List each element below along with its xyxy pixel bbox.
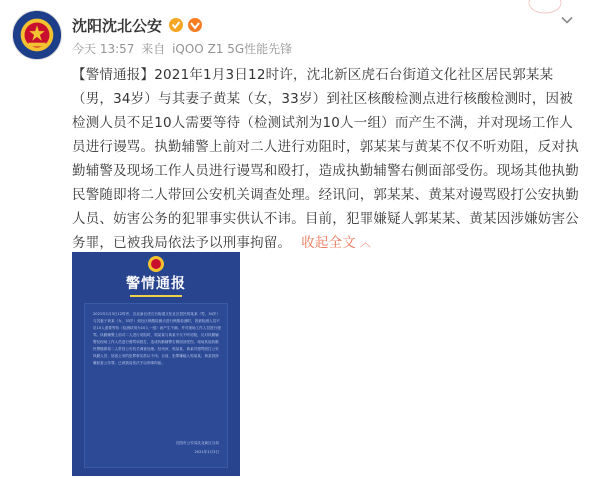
image-paragraph: 2021年1月3日12时许，沈北新区虎石台街道文化社区居民郭某某（男，34岁）与其妻子黄某（女，33岁）到社区核酸检测点进行核酸检测时，因被检测人员不足10人需要等待（检测试剂为10人一组）而产生不满，并对现场工作人员进行谩骂。执勤辅警上前对二人进行劝阻时，郭某某与黄某不仅不听劝阻，反对执勤辅警及现场工作人员进行谩骂和殴打，造成执勤辅警右侧面部受伤。现场其他执勤民警随即将二人带回公安机关调查处理。经讯问，郭某某、黄某对谩骂殴打公安执勤人员、妨害公务的犯罪事实供认不讳。目前，犯罪嫌疑人郭某某、黄某因涉嫌妨害公务罪，已被我局依法予以刑事拘留。 — [93, 312, 221, 365]
chevron-down-icon[interactable] — [559, 12, 575, 28]
post-image[interactable] — [72, 252, 240, 476]
collapse-button[interactable]: 收起全文 — [301, 235, 357, 251]
chevron-up-icon[interactable]: ︿ — [360, 236, 372, 249]
member-badge-icon[interactable] — [187, 17, 203, 33]
police-emblem-icon — [144, 255, 168, 273]
post-text — [72, 63, 584, 256]
source-device[interactable]: iQOO Z1 5G性能先锋 — [172, 42, 293, 56]
username[interactable]: 沈阳沈北公安 — [72, 16, 163, 35]
avatar[interactable] — [12, 10, 62, 60]
post-time[interactable]: 今天 13:57 — [72, 42, 135, 56]
name-row — [72, 14, 203, 36]
image-document — [84, 303, 228, 468]
source-prefix: 来自 — [141, 42, 166, 56]
post-body: 【警情通报】2021年1月3日12时许，沈北新区虎石台街道文化社区居民郭某某（男，34岁）与其妻子黄某（女，33岁）到社区核酸检测点进行核酸检测时，因被检测人员不足10人需要等待（检测试剂为10人一组）而产生不满，并对现场工作人员进行谩骂。执勤辅警上前对二人进行劝阻时，郭某某与黄某不仅不听劝阻，反对执勤辅警及现场工作人员进行谩骂和殴打，造成执勤辅警右侧面部受伤。现场其他执勤民警随即将二人带回公安机关调查处理。经讯问，郭某某、黄某对谩骂殴打公安执勤人员、妨害公务的犯罪事实供认不讳。目前，犯罪嫌疑人郭某某、黄某因涉嫌妨害公务罪，已被我局依法予以刑事拘留。 — [72, 67, 579, 251]
police-emblem-icon — [13, 11, 61, 59]
image-title: 警情通报 — [126, 276, 186, 292]
title-underline — [130, 295, 182, 297]
verified-badge-icon — [168, 17, 184, 33]
image-signature: 沈阳市公安局沈北新区分局 — [175, 441, 219, 445]
post-meta — [72, 40, 295, 57]
image-date: 2021年1月3日 — [194, 450, 219, 454]
